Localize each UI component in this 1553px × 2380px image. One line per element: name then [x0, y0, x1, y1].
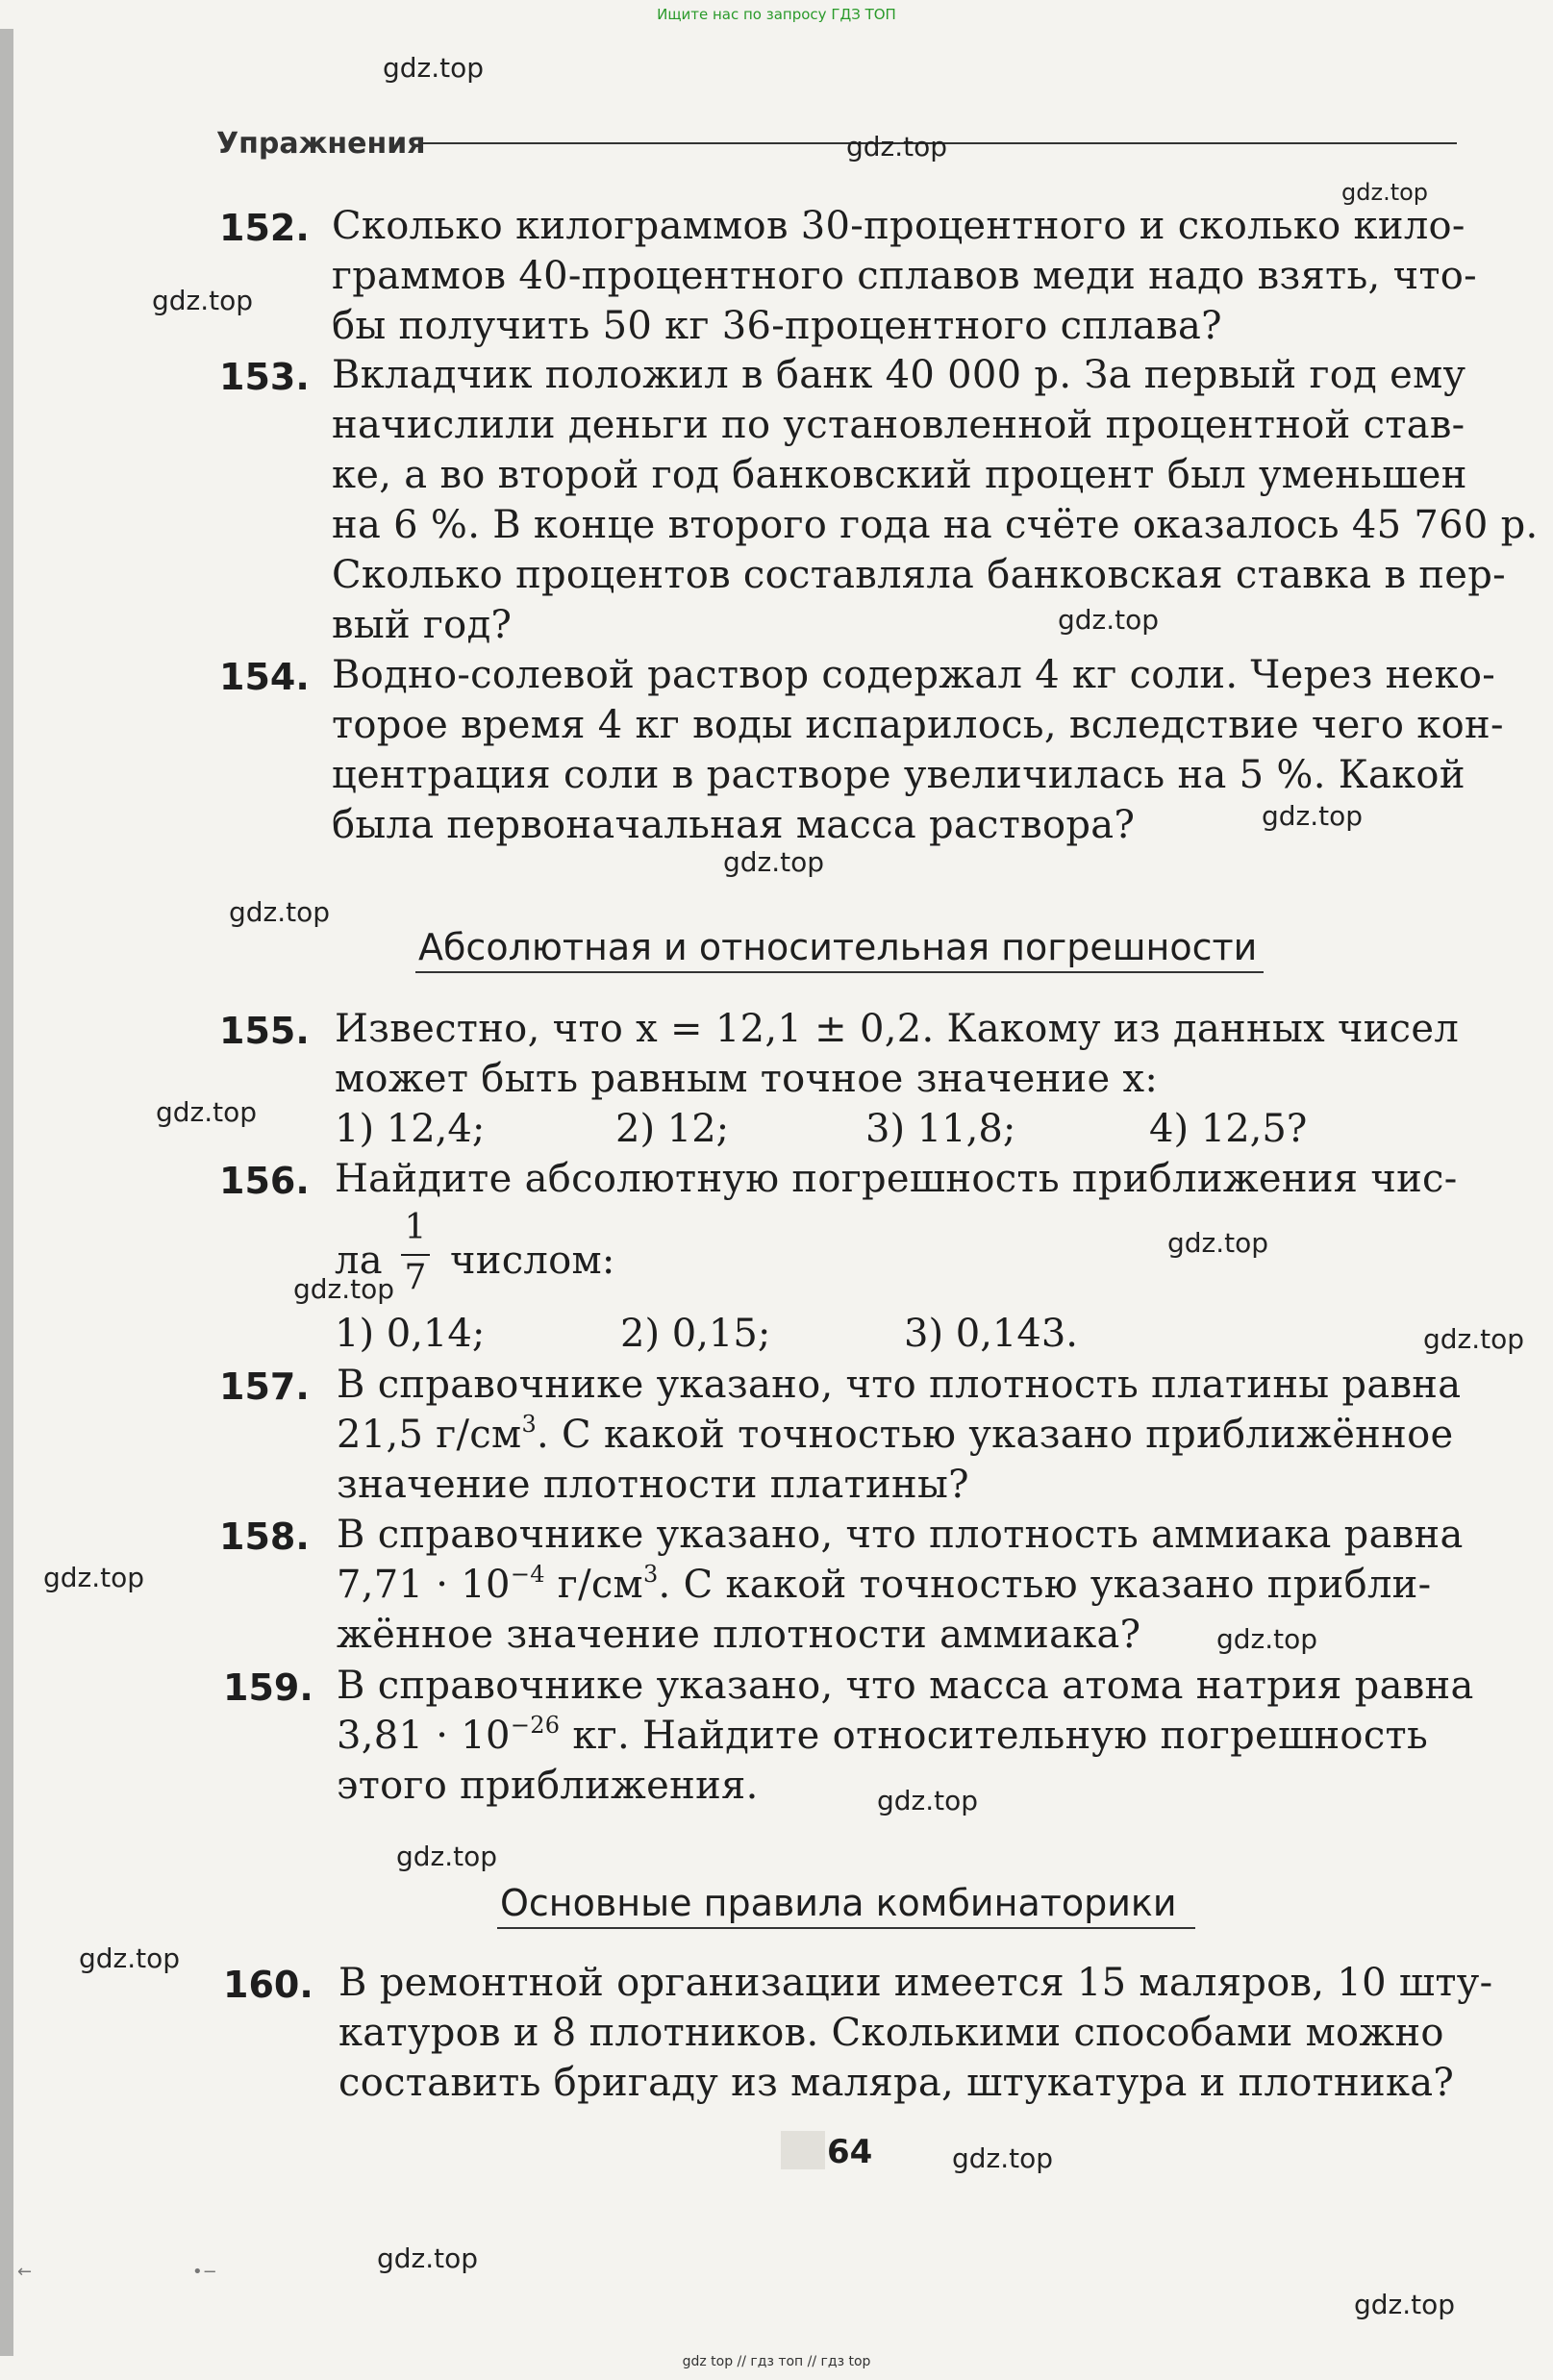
problem-number: 156.	[219, 1160, 310, 1202]
problem-text: может быть равным точное значение x:	[335, 1057, 1159, 1101]
problem-text: Найдите абсолютную погрешность приближения чис-	[335, 1157, 1458, 1201]
watermark: gdz.top	[723, 846, 825, 878]
answer-option: 3) 0,143.	[904, 1312, 1078, 1356]
answer-option: 1) 12,4;	[335, 1107, 486, 1151]
page-edge-shadow	[0, 29, 13, 2356]
watermark: gdz.top	[1262, 800, 1364, 832]
problem-text-part: 21,5 г/см	[337, 1413, 522, 1457]
problem-text: Вкладчик положил в банк 40 000 р. За первый год ему	[332, 353, 1466, 397]
watermark: gdz.top	[79, 1942, 181, 1974]
page-header: Упражнения	[216, 127, 426, 161]
watermark: gdz.top	[1216, 1623, 1318, 1655]
watermark: gdz.top	[1423, 1323, 1525, 1355]
problem-text: числом:	[450, 1239, 615, 1283]
problem-text: жённое значение плотности аммиака?	[337, 1613, 1141, 1657]
problem-number: 157.	[219, 1365, 310, 1408]
problem-number: 153.	[219, 356, 310, 398]
section-underline	[415, 971, 1264, 973]
watermark: gdz.top	[43, 1562, 145, 1593]
problem-text: Сколько процентов составляла банковская ставка в пер-	[332, 553, 1506, 597]
problem-number: 152.	[219, 207, 310, 249]
watermark: gdz.top	[846, 131, 948, 163]
problem-text: вый год?	[332, 603, 513, 647]
problem-number: 158.	[219, 1516, 310, 1558]
problem-text: В справочнике указано, что плотность платины равна	[337, 1363, 1462, 1407]
problem-number: 154.	[219, 656, 310, 698]
section-underline	[497, 1927, 1195, 1929]
problem-text: катуров и 8 плотников. Сколькими способами можно	[338, 2011, 1444, 2055]
stray-mark: •−	[192, 2262, 217, 2282]
fraction-denominator: 7	[404, 1258, 427, 1297]
problem-text-part: г/см	[544, 1563, 643, 1607]
problem-text: В ремонтной организации имеется 15 маляров, 10 шту-	[338, 1961, 1493, 2005]
stray-mark: ←	[17, 2262, 33, 2282]
page-number: 64	[827, 2133, 873, 2171]
superscript: 3	[521, 1411, 538, 1438]
problem-text: центрация соли в растворе увеличилась на 5 %. Какой	[332, 753, 1465, 797]
problem-text-part: . С какой точностью указано приближённое	[537, 1413, 1454, 1457]
problem-text: ке, а во второй год банковский процент был уменьшен	[332, 453, 1467, 497]
problem-text	[337, 1563, 1431, 1607]
problem-text-part: . С какой точностью указано прибли-	[658, 1563, 1432, 1607]
answer-option: 3) 11,8;	[865, 1107, 1016, 1151]
problem-text: была первоначальная масса раствора?	[332, 803, 1136, 847]
problem-text: бы получить 50 кг 36-процентного сплава?	[332, 304, 1222, 348]
watermark: gdz.top	[293, 1273, 395, 1305]
problem-text: граммов 40-процентного сплавов меди надо взять, что-	[332, 254, 1477, 298]
problem-text: составить бригаду из маляра, штукатура и плотника?	[338, 2061, 1455, 2105]
watermark: gdz.top	[377, 2242, 479, 2274]
problem-text-part: 3,81 · 10	[337, 1714, 511, 1758]
problem-text-part: 7,71 · 10	[337, 1563, 511, 1607]
problem-text: на 6 %. В конце второго года на счёте оказалось 45 760 р.	[332, 503, 1539, 547]
watermark: gdz.top	[1058, 604, 1160, 636]
fraction-bar	[401, 1254, 430, 1256]
watermark: gdz.top	[396, 1841, 498, 1872]
problem-text: торое время 4 кг воды испарилось, вследствие чего кон-	[332, 703, 1504, 747]
page-number-shadow	[781, 2131, 825, 2169]
problem-text: Сколько килограммов 30-процентного и сколько кило-	[332, 204, 1465, 248]
bottom-note: gdz top // гдз топ // гдз top	[682, 2354, 871, 2369]
watermark: gdz.top	[156, 1096, 258, 1128]
problem-text	[337, 1413, 1453, 1457]
problem-text-part: кг. Найдите относительную погрешность	[560, 1714, 1429, 1758]
fraction-numerator: 1	[404, 1208, 427, 1247]
watermark: gdz.top	[952, 2142, 1054, 2174]
superscript: 3	[642, 1561, 659, 1588]
problem-text: этого приближения.	[337, 1764, 759, 1808]
answer-option: 2) 0,15;	[620, 1312, 771, 1356]
watermark: gdz.top	[877, 1785, 979, 1816]
superscript: −26	[510, 1712, 561, 1739]
superscript: −4	[510, 1561, 545, 1588]
answer-option: 4) 12,5?	[1149, 1107, 1308, 1151]
watermark: gdz.top	[1354, 2289, 1456, 2320]
problem-text	[337, 1714, 1428, 1758]
problem-text: В справочнике указано, что плотность аммиака равна	[337, 1513, 1464, 1557]
problem-text: начислили деньги по установленной процентной став-	[332, 403, 1465, 447]
problem-text: Известно, что x = 12,1 ± 0,2. Какому из данных чисел	[335, 1007, 1460, 1051]
answer-option: 1) 0,14;	[335, 1312, 486, 1356]
watermark: gdz.top	[1167, 1227, 1269, 1259]
section-heading: Абсолютная и относительная погрешности	[418, 926, 1258, 968]
watermark: gdz.top	[152, 285, 254, 316]
top-note: Ищите нас по запросу ГДЗ ТОП	[657, 6, 896, 23]
answer-option: 2) 12;	[615, 1107, 730, 1151]
watermark: gdz.top	[383, 52, 485, 84]
problem-number: 159.	[223, 1666, 313, 1709]
problem-text: В справочнике указано, что масса атома натрия равна	[337, 1664, 1474, 1708]
problem-text: Водно-солевой раствор содержал 4 кг соли. Через неко-	[332, 653, 1496, 697]
watermark: gdz.top	[1341, 179, 1429, 206]
section-heading: Основные правила комбинаторики	[500, 1882, 1177, 1924]
problem-text: ла	[335, 1239, 383, 1283]
problem-text: значение плотности платины?	[337, 1463, 969, 1507]
problem-number: 155.	[219, 1010, 310, 1052]
problem-number: 160.	[223, 1964, 313, 2006]
watermark: gdz.top	[229, 896, 331, 928]
